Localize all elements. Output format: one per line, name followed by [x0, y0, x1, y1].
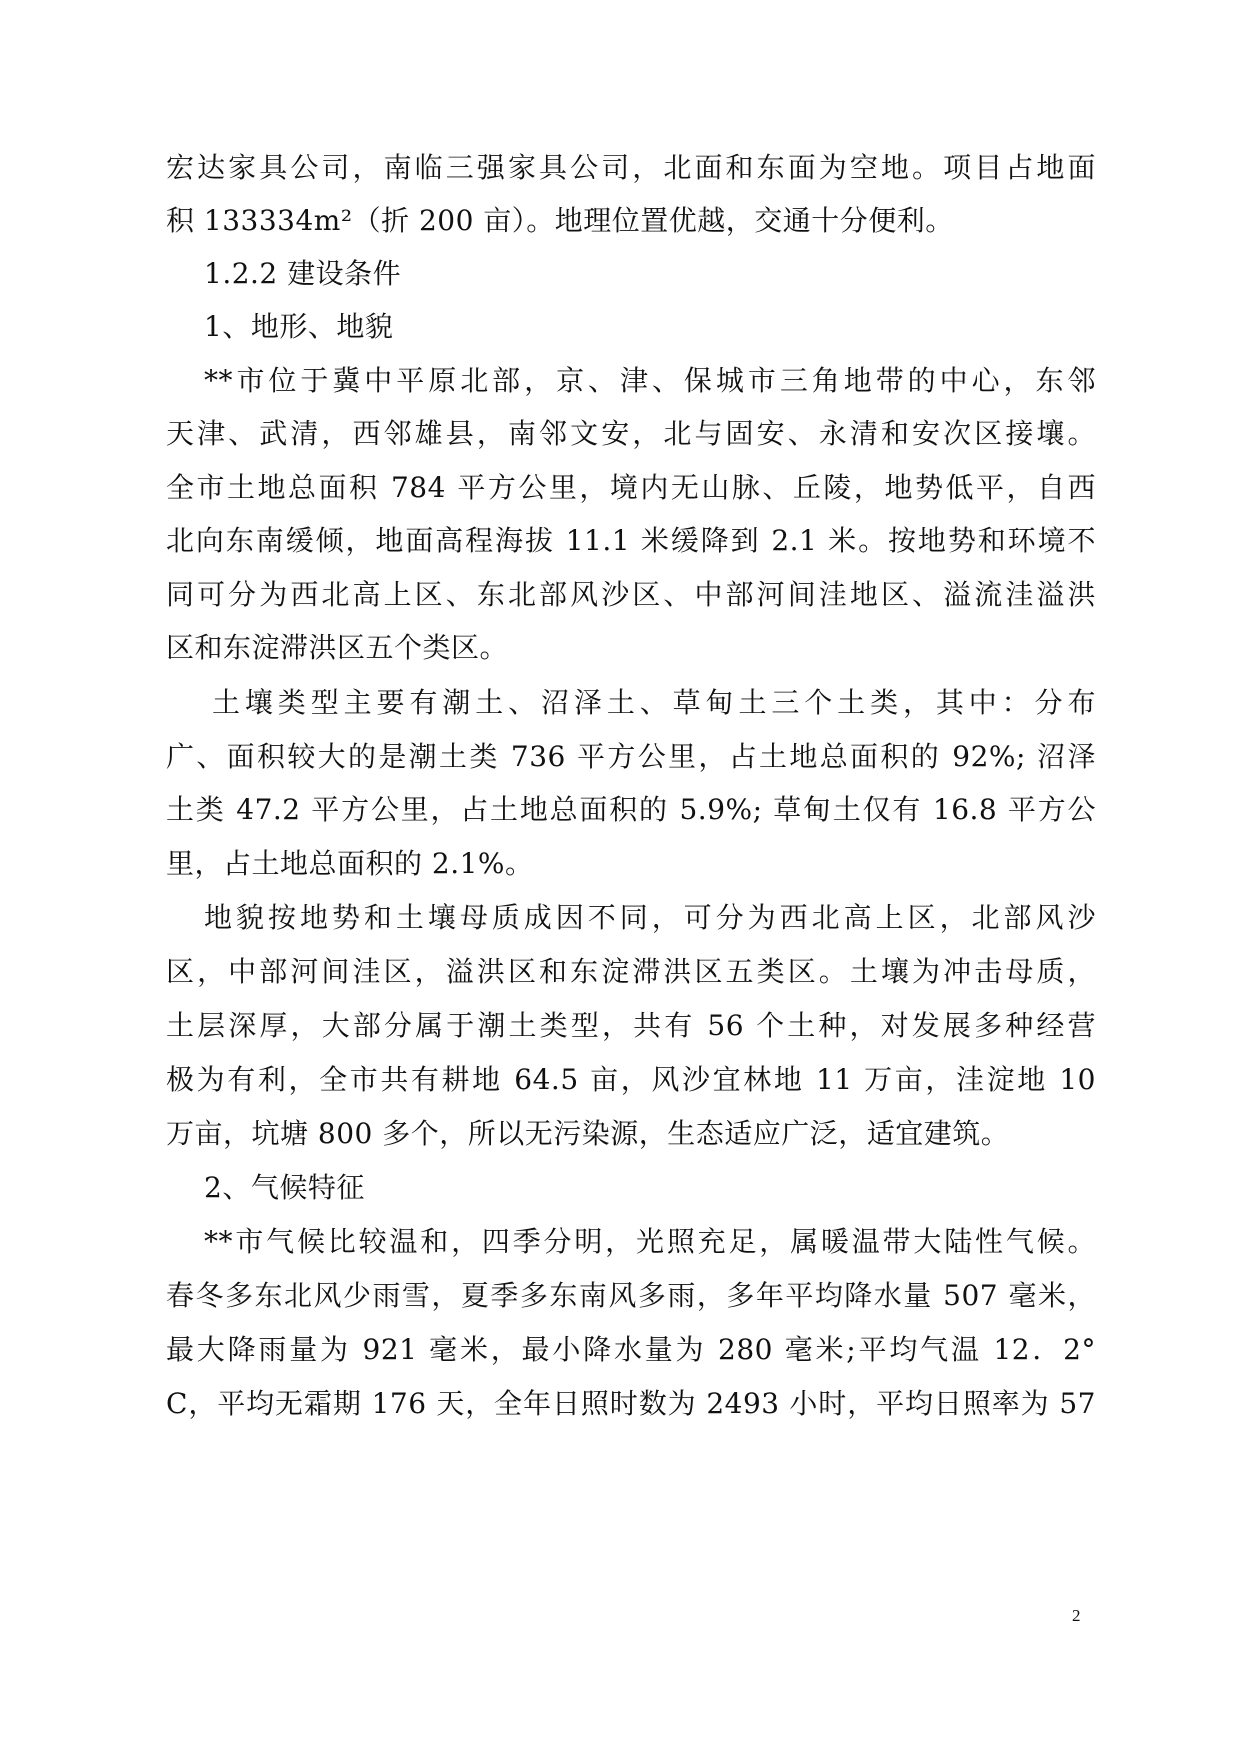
body-line: 地貌按地势和土壤母质成因不同，可分为西北高上区，北部风沙 — [204, 901, 1096, 934]
body-line: 最大降雨量为 921 毫米，最小降水量为 280 毫米;平均气温 12．2° — [166, 1333, 1096, 1366]
body-line: **市位于冀中平原北部，京、津、保城市三角地带的中心，东邻 — [204, 364, 1096, 397]
body-line: 春冬多东北风少雨雪，夏季多东南风多雨，多年平均降水量 507 毫米， — [166, 1279, 1096, 1312]
body-line: 区，中部河间洼区，溢洪区和东淀滞洪区五类区。土壤为冲击母质， — [166, 955, 1096, 988]
body-line: 土层深厚，大部分属于潮土类型，共有 56 个土种，对发展多种经营 — [166, 1009, 1096, 1042]
body-line: **市气候比较温和，四季分明，光照充足，属暖温带大陆性气候。 — [204, 1225, 1096, 1258]
body-line: 积 133334m²（折 200 亩）。地理位置优越，交通十分便利。 — [166, 204, 954, 237]
body-line: 宏达家具公司，南临三强家具公司，北面和东面为空地。项目占地面 — [166, 151, 1096, 184]
body-line: 土壤类型主要有潮土、沼泽土、草甸土三个土类，其中：分布 — [212, 686, 1096, 719]
body-line: 万亩，坑塘 800 多个，所以无污染源，生态适应广泛，适宜建筑。 — [166, 1117, 1010, 1150]
body-line: 北向东南缓倾，地面高程海拔 11.1 米缓降到 2.1 米。按地势和环境不 — [166, 524, 1096, 557]
body-line: 同可分为西北高上区、东北部风沙区、中部河间洼地区、溢流洼溢洪 — [166, 578, 1096, 611]
section-heading: 1.2.2 建设条件 — [204, 257, 402, 290]
body-line: 土类 47.2 平方公里，占土地总面积的 5.9%; 草甸土仅有 16.8 平方公 — [166, 793, 1096, 826]
body-line: 全市土地总面积 784 平方公里，境内无山脉、丘陵，地势低平，自西 — [166, 471, 1096, 504]
subsection-heading: 1、地形、地貌 — [204, 310, 394, 343]
body-line: 区和东淀滞洪区五个类区。 — [166, 631, 509, 664]
body-line: 里，占土地总面积的 2.1%。 — [166, 847, 534, 880]
body-line: 极为有利，全市共有耕地 64.5 亩，风沙宜林地 11 万亩，洼淀地 10 — [166, 1063, 1096, 1096]
body-line: 天津、武清，西邻雄县，南邻文安，北与固安、永清和安次区接壤。 — [166, 417, 1096, 450]
subsection-heading: 2、气候特征 — [204, 1171, 365, 1204]
body-line: 广、面积较大的是潮土类 736 平方公里，占土地总面积的 92%; 沼泽 — [166, 740, 1096, 773]
page-number: 2 — [1072, 1606, 1081, 1625]
body-line: C，平均无霜期 176 天，全年日照时数为 2493 小时，平均日照率为 57 — [166, 1387, 1096, 1420]
